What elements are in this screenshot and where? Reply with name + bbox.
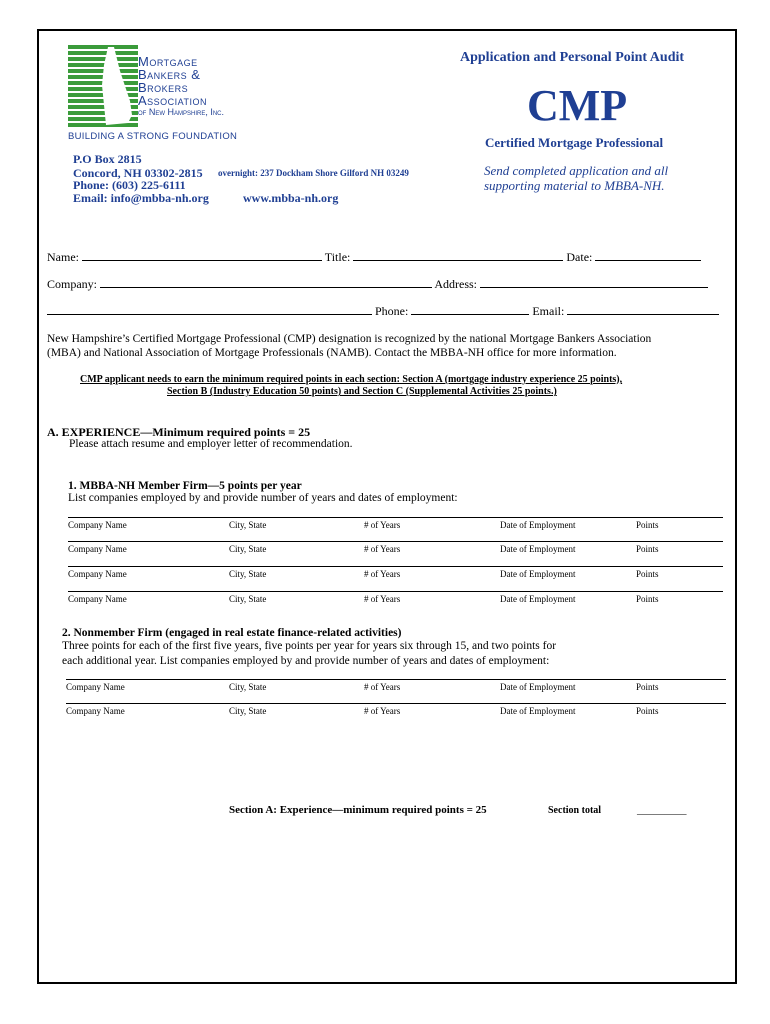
entry-line[interactable] <box>66 679 726 680</box>
column-label: City, State <box>229 594 267 604</box>
logo-line: Mortgage <box>138 54 198 69</box>
column-label: # of Years <box>364 520 401 530</box>
address-field[interactable] <box>480 277 708 288</box>
logo-line: Brokers <box>138 80 189 95</box>
title-label: Title: <box>324 250 351 264</box>
column-label: Company Name <box>66 706 125 716</box>
column-label: Date of Employment <box>500 520 576 530</box>
date-label: Date: <box>566 250 593 264</box>
entry-line[interactable] <box>68 541 723 542</box>
address-line2-field[interactable] <box>47 304 372 315</box>
column-label: Points <box>636 594 659 604</box>
mbba-logo <box>68 45 268 145</box>
org-phone: Phone: (603) 225-6111 <box>73 178 186 192</box>
part2-note-2: each additional year. List companies employed by and provide number of years and dates of employment: <box>62 655 550 667</box>
column-label: Date of Employment <box>500 706 576 716</box>
name-label: Name: <box>47 250 79 264</box>
logo-tagline: BUILDING A STRONG FOUNDATION <box>68 131 238 142</box>
applicant-row-1 <box>47 250 701 265</box>
date-field[interactable] <box>595 250 701 261</box>
part1-heading: 1. MBBA-NH Member Firm—5 points per year <box>68 480 302 492</box>
email-field[interactable] <box>567 304 719 315</box>
column-label: # of Years <box>364 544 401 554</box>
column-label: City, State <box>229 544 267 554</box>
part1-note: List companies employed by and provide number of years and dates of employment: <box>68 492 458 504</box>
email-label: Email: <box>532 304 565 318</box>
column-label: Company Name <box>68 544 127 554</box>
part2-heading: 2. Nonmember Firm (engaged in real estate finance-related activities) <box>62 627 402 639</box>
company-label: Company: <box>47 277 97 291</box>
org-website[interactable]: www.mbba-nh.org <box>243 191 339 205</box>
column-label: Date of Employment <box>500 544 576 554</box>
column-label: Company Name <box>68 520 127 530</box>
requirements-line-1: CMP applicant needs to earn the minimum required points in each section: Section A (mortgage industry experience 25 points), <box>80 374 623 385</box>
title-field[interactable] <box>353 250 563 261</box>
column-label: Points <box>636 706 659 716</box>
column-label: Company Name <box>66 682 125 692</box>
part2-note-1: Three points for each of the first five years, five points per year for years six through 15, and two points for <box>62 640 557 652</box>
section-a-note: Please attach resume and employer letter of recommendation. <box>69 438 353 450</box>
column-label: Date of Employment <box>500 682 576 692</box>
section-a-heading: A. EXPERIENCE—Minimum required points = 25 <box>47 425 311 439</box>
applicant-row-3 <box>47 304 719 319</box>
phone-label: Phone: <box>375 304 409 318</box>
name-field[interactable] <box>82 250 322 261</box>
po-box: P.O Box 2815 <box>73 152 142 166</box>
section-a-footer: Section A: Experience—minimum required points = 25 <box>229 804 487 816</box>
column-label: # of Years <box>364 682 401 692</box>
column-label: # of Years <box>364 594 401 604</box>
cmp-subtitle: Certified Mortgage Professional <box>485 135 664 150</box>
column-label: Company Name <box>68 594 127 604</box>
intro-line-2: (MBA) and National Association of Mortgage Professionals (NAMB). Contact the MBBA-NH office for more information. <box>47 347 617 359</box>
column-label: Points <box>636 682 659 692</box>
intro-line-1: New Hampshire’s Certified Mortgage Professional (CMP) designation is recognized by the national Mortgage Bankers Association <box>47 333 652 345</box>
applicant-row-2 <box>47 277 708 292</box>
column-label: City, State <box>229 520 267 530</box>
column-label: City, State <box>229 569 267 579</box>
send-instruction-line1: Send completed application and all <box>484 163 669 178</box>
entry-line[interactable] <box>66 703 726 704</box>
column-label: City, State <box>229 682 267 692</box>
section-total-label: Section total <box>548 805 602 816</box>
logo-subline: of New Hampshire, Inc. <box>138 107 225 117</box>
column-label: City, State <box>229 706 267 716</box>
logo-line: Bankers & <box>138 67 201 82</box>
column-label: # of Years <box>364 569 401 579</box>
column-label: Date of Employment <box>500 569 576 579</box>
entry-line[interactable] <box>68 517 723 518</box>
requirements-line-2: Section B (Industry Education 50 points) and Section C (Supplemental Activities 25 points.) <box>167 386 557 397</box>
phone-field[interactable] <box>411 304 529 315</box>
send-instruction-line2: supporting material to MBBA-NH. <box>484 178 665 193</box>
entry-line[interactable] <box>68 566 723 567</box>
column-label: Points <box>636 520 659 530</box>
company-field[interactable] <box>100 277 432 288</box>
entry-line[interactable] <box>68 591 723 592</box>
column-label: # of Years <box>364 706 401 716</box>
org-email[interactable]: Email: info@mbba-nh.org <box>73 191 209 205</box>
cmp-title: CMP <box>527 81 628 130</box>
column-label: Company Name <box>68 569 127 579</box>
new-hampshire-stripes-icon <box>68 45 138 129</box>
form-title: Application and Personal Point Audit <box>460 50 685 65</box>
column-label: Date of Employment <box>500 594 576 604</box>
logo-wordmark <box>138 55 224 117</box>
column-label: Points <box>636 569 659 579</box>
logo-line: Association <box>138 93 208 108</box>
section-total-field[interactable]: _________ <box>637 804 687 816</box>
column-label: Points <box>636 544 659 554</box>
address-label: Address: <box>434 277 478 291</box>
overnight-address: overnight: 237 Dockham Shore Gilford NH 03249 <box>218 168 409 178</box>
mailing-address: Concord, NH 03302-2815 <box>73 166 203 180</box>
